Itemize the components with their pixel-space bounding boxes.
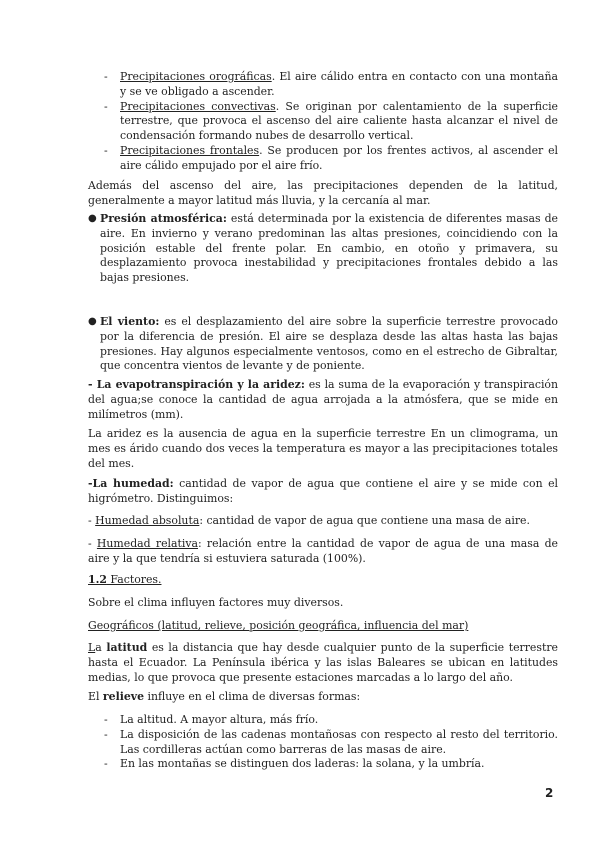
relativa-text: : relación entre la cantidad de vapor de agua de una masa de aire y la que tendría si estuviera saturada (100%). [88, 537, 558, 565]
latitud-article: a [95, 641, 107, 654]
absoluta-prefix: - [88, 514, 96, 527]
list-item [88, 70, 558, 100]
list-item-term: Precipitaciones orográficas [120, 70, 272, 83]
list-item-term: Precipitaciones convectivas [120, 99, 276, 113]
absoluta-text: : cantidad de vapor de agua que contiene una masa de aire. [199, 514, 530, 527]
subheading-geograficos [88, 619, 558, 634]
evapo-prefix: - [88, 378, 97, 391]
list-item [88, 100, 558, 144]
paragraph-latitud-lluvia: Además del ascenso del aire, las precipitaciones dependen de la latitud, generalmente a mayor latitud más lluvia, y la cercanía al mar. [88, 179, 558, 207]
evapo-term: La evapotranspiración y la aridez: [96, 378, 305, 391]
list-item-text: . Se producen por los frentes activos, al ascender el aire cálido empujado por el aire frío. [120, 143, 558, 172]
evapo-text: es la suma de la evaporación y transpiración del agua;se conoce la cantidad de agua arrojada a la atmósfera, que se mide en milímetros (mm). [88, 378, 558, 421]
list-item: - La altitud. A mayor altura, más frío. [88, 713, 558, 728]
absoluta-term: Humedad absoluta [95, 514, 200, 527]
bullet-viento [88, 315, 558, 374]
bullet-text: está determinada por la existencia de diferentes masas de aire. En invierno y verano predominan las altas presiones, coincidiendo con la posición estable del frente polar. En cambio, en otoño y primavera, su desplazamiento provoca inestabilidad y precipitaciones frontales debido a las bajas presiones. [100, 212, 558, 285]
humedad-term: La humedad: [92, 477, 174, 490]
paragraph-humedad-absoluta [88, 514, 558, 529]
relieve-list [88, 713, 558, 772]
relieve-prefix: El [88, 690, 103, 703]
latitud-text: es la distancia que hay desde cualquier punto de la superficie terrestre hasta el Ecuador. La Península ibérica y las islas Baleares se ubican en latitudes medias, lo que provoca que presente estaciones marcadas a lo largo del año. [88, 641, 558, 684]
bullet-icon: ● [88, 316, 97, 327]
paragraph-humedad-relativa [88, 537, 558, 567]
paragraph-relieve [88, 690, 558, 705]
page-number: 2 [545, 786, 554, 800]
bullet-presion [88, 212, 558, 286]
list-item-term: Precipitaciones frontales [120, 143, 260, 157]
bullet-text: es el desplazamiento del aire sobre la superficie terrestre provocado por la diferencia de presión. El aire se desplaza desde las altas hasta las bajas presiones. Hay algunos especialmente ventosos, como en el estrecho de Gibraltar, que concentra vientos de levante y de poniente. [100, 315, 558, 373]
list-item-text: . Se originan por calentamiento de la superficie terrestre, que provoca el ascenso del aire caliente hasta alcanzar el nivel de condensación formando nubes de desarrollo vertical. [120, 99, 559, 143]
list-item: - En las montañas se distinguen dos laderas: la solana, y la umbría. [88, 757, 558, 772]
humedad-text: cantidad de vapor de agua que contiene el aire y se mide con el higrómetro. Distinguimos: [88, 477, 559, 505]
latitud-term: latitud [106, 641, 148, 654]
bullet-icon: ● [88, 213, 97, 224]
geograficos-title: Geográficos (latitud, relieve, posición geográfica, influencia del mar) [88, 619, 469, 632]
paragraph-aridez: La aridez es la ausencia de agua en la superficie terrestre En un climograma, un mes es árido cuando dos veces la temperatura es mayor a las precipitaciones totales del mes. [88, 427, 558, 470]
list-item: - La disposición de las cadenas montañosas con respecto al resto del territorio. Las cordilleras actúan como barreras de las masas de aire. [88, 728, 558, 758]
bullet-term: El viento: [100, 315, 160, 328]
bullet-term: Presión atmosférica: [100, 212, 227, 225]
paragraph-humedad [88, 477, 558, 507]
paragraph-factores: Sobre el clima influyen factores muy diversos. [88, 596, 344, 609]
latitud-first-letter: L [88, 641, 96, 654]
section-number: 1.2 [88, 573, 107, 586]
section-title: Factores. [106, 573, 162, 586]
relativa-term: Humedad relativa [96, 537, 199, 550]
precipitation-types-list [88, 70, 558, 174]
paragraph-latitud [88, 641, 558, 685]
section-heading [88, 573, 558, 588]
list-item [88, 144, 558, 174]
list-item-text: . El aire cálido entra en contacto con una montaña y se ve obligado a ascender. [120, 70, 558, 98]
humedad-prefix: - [88, 477, 93, 490]
relieve-term: relieve [102, 690, 145, 703]
relieve-text: influye en el clima de diversas formas: [144, 690, 361, 703]
paragraph-evapotranspiracion [88, 378, 558, 422]
relativa-prefix: - [88, 537, 97, 550]
